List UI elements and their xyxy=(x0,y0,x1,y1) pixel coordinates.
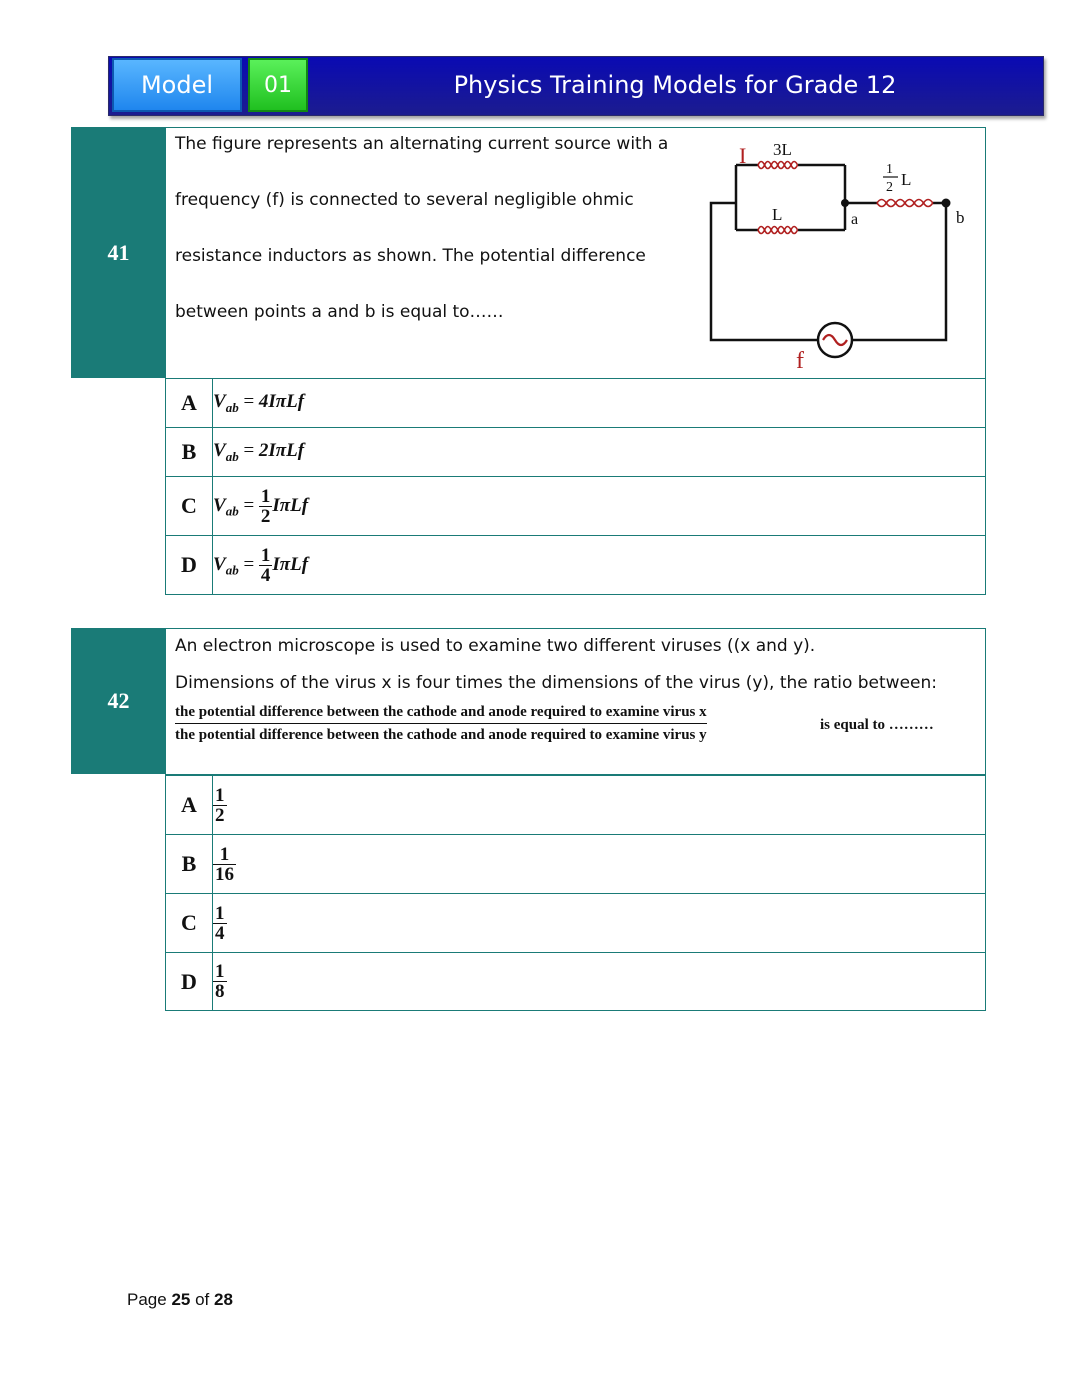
q41-text-line-4: between points a and b is equal to…… xyxy=(175,302,504,322)
option-answer: $V_{ab}$ = $\frac{1}{4}$ IπLf xyxy=(213,536,986,595)
option-letter: B xyxy=(166,835,213,894)
option-letter: A xyxy=(166,379,213,428)
option-answer: $\frac{1}{2}$ xyxy=(213,776,986,835)
current-label: I xyxy=(739,143,747,168)
option-answer: $\frac{1}{16}$ xyxy=(213,835,986,894)
option-letter: B xyxy=(166,428,213,477)
ratio-numerator: the potential difference between the cathode and anode required to examine virus x xyxy=(175,704,707,724)
option-answer: $V_{ab} = 4I\pi Lf$ xyxy=(213,379,986,428)
inductor-L-label: L xyxy=(772,205,783,224)
q42-text-line-2: Dimensions of the virus x is four times the dimensions of the virus (y), the ratio between: xyxy=(175,673,937,693)
option-letter: D xyxy=(166,953,213,1011)
q42-option-row[interactable] xyxy=(166,776,986,835)
circuit-diagram xyxy=(700,135,970,375)
model-number-badge: 01 xyxy=(248,58,308,112)
point-b-label: b xyxy=(956,208,965,227)
q41-option-row[interactable] xyxy=(166,428,986,477)
q42-ratio-fraction xyxy=(175,704,707,744)
q41-option-row[interactable] xyxy=(166,536,986,595)
inductor-3L-label: 3L xyxy=(773,140,792,159)
q42-option-row[interactable] xyxy=(166,894,986,953)
inductor-half-den: 2 xyxy=(886,180,893,195)
model-badge: Model xyxy=(112,58,242,112)
option-answer: $\frac{1}{4}$ xyxy=(213,894,986,953)
q42-option-row[interactable] xyxy=(166,835,986,894)
frequency-label: f xyxy=(796,348,804,374)
option-answer: $V_{ab} = 2I\pi Lf$ xyxy=(213,428,986,477)
q41-option-row[interactable] xyxy=(166,379,986,428)
ratio-suffix: is equal to ……… xyxy=(820,717,934,733)
question-number-41: 41 xyxy=(71,127,166,378)
page-number: Page 25 of 28 xyxy=(127,1290,233,1309)
inductor-half-num: 1 xyxy=(886,162,893,177)
q41-options-table xyxy=(165,378,986,595)
q41-text-line-3: resistance inductors as shown. The potential difference xyxy=(175,246,646,266)
option-letter: C xyxy=(166,477,213,536)
q42-text-line-1: An electron microscope is used to examine two different viruses ((x and y). xyxy=(175,636,816,656)
option-answer: $\frac{1}{8}$ xyxy=(213,953,986,1011)
q41-text-line-2: frequency (f) is connected to several negligible ohmic xyxy=(175,190,634,210)
question-number-42: 42 xyxy=(71,628,166,774)
ratio-denominator: the potential difference between the cathode and anode required to examine virus y xyxy=(175,727,707,743)
option-letter: A xyxy=(166,776,213,835)
option-letter: D xyxy=(166,536,213,595)
inductor-half-unit: L xyxy=(901,170,912,189)
q41-option-row[interactable] xyxy=(166,477,986,536)
option-letter: C xyxy=(166,894,213,953)
q42-option-row[interactable] xyxy=(166,953,986,1011)
option-answer: $V_{ab}$ = $\frac{1}{2}$ IπLf xyxy=(213,477,986,536)
point-a-label: a xyxy=(851,211,859,228)
q41-text-line-1: The figure represents an alternating current source with a xyxy=(175,134,669,154)
q42-options-table xyxy=(165,775,986,1011)
page-title: Physics Training Models for Grade 12 xyxy=(453,71,897,99)
